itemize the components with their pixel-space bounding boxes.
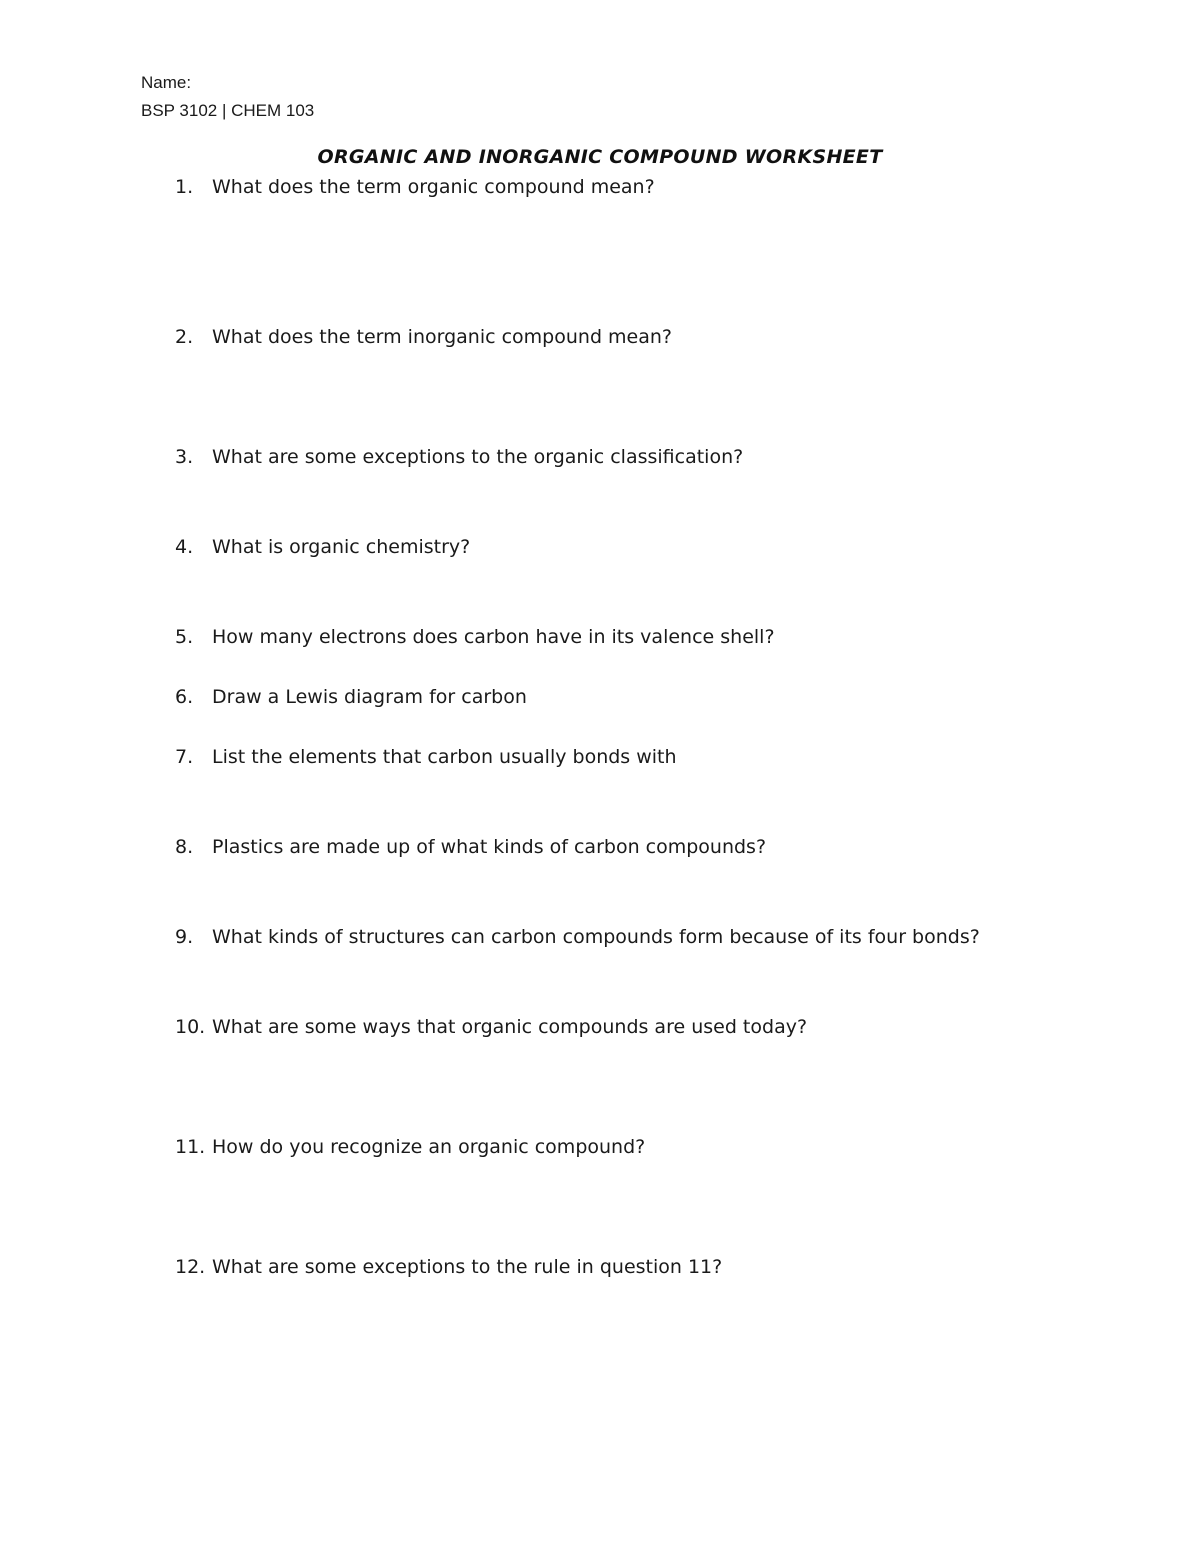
course-code: BSP 3102 | CHEM 103: [141, 101, 315, 120]
question-number: 3.: [175, 446, 194, 468]
question-text: What are some exceptions to the organic classification?: [212, 446, 744, 468]
question-text: What kinds of structures can carbon compounds form because of its four bonds?: [212, 926, 980, 948]
question-item: [175, 746, 677, 768]
question-text: Plastics are made up of what kinds of carbon compounds?: [212, 836, 767, 858]
question-text: What is organic chemistry?: [212, 536, 471, 558]
question-item: [175, 176, 655, 198]
question-number: 4.: [175, 536, 194, 558]
question-item: [175, 446, 743, 468]
question-number: 12.: [175, 1256, 206, 1278]
question-text: List the elements that carbon usually bonds with: [212, 746, 677, 768]
question-item: [175, 536, 470, 558]
question-text: What does the term organic compound mean?: [212, 176, 655, 198]
question-item: [175, 836, 766, 858]
question-text: What does the term inorganic compound mean?: [212, 326, 673, 348]
question-number: 5.: [175, 626, 194, 648]
question-item: [175, 686, 527, 708]
question-text: How many electrons does carbon have in its valence shell?: [212, 626, 775, 648]
question-item: [175, 326, 672, 348]
question-item: [175, 1136, 645, 1158]
question-number: 1.: [175, 176, 194, 198]
worksheet-title: ORGANIC AND INORGANIC COMPOUND WORKSHEET: [317, 146, 883, 168]
question-text: What are some ways that organic compounds are used today?: [212, 1016, 808, 1038]
question-text: Draw a Lewis diagram for carbon: [212, 686, 527, 708]
question-number: 11.: [175, 1136, 206, 1158]
question-text: What are some exceptions to the rule in question 11?: [212, 1256, 723, 1278]
question-text: How do you recognize an organic compound?: [212, 1136, 646, 1158]
question-number: 2.: [175, 326, 194, 348]
question-item: [175, 926, 980, 948]
question-number: 6.: [175, 686, 194, 708]
question-item: [175, 1256, 722, 1278]
name-label: Name:: [141, 73, 192, 92]
question-item: [175, 1016, 807, 1038]
question-number: 8.: [175, 836, 194, 858]
question-number: 10.: [175, 1016, 206, 1038]
question-number: 7.: [175, 746, 194, 768]
question-number: 9.: [175, 926, 194, 948]
question-item: [175, 626, 775, 648]
